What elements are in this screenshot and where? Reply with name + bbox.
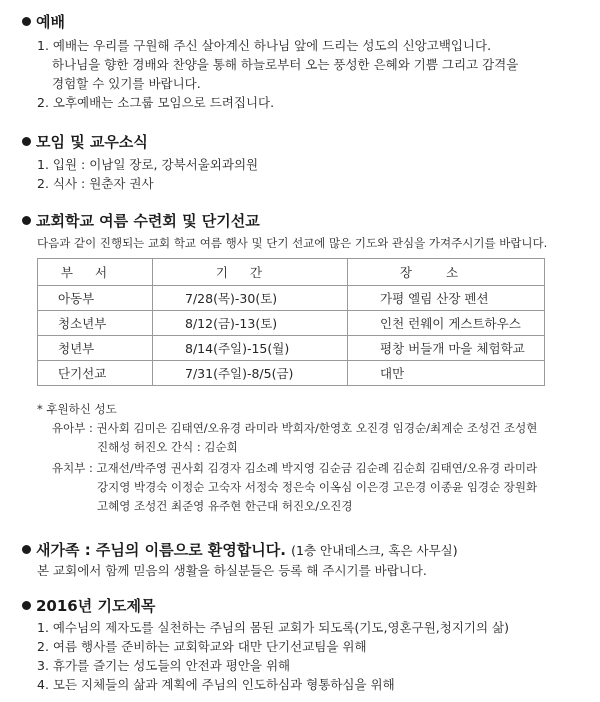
cell-period: 8/14(주일)-15(월) <box>153 336 348 361</box>
retreat-schedule-table <box>37 258 545 386</box>
worship-line-3: 경험할 수 있기를 바랍니다. <box>52 76 201 91</box>
header-period: 기간 <box>153 259 348 286</box>
bullet-icon <box>22 216 31 225</box>
header-place: 장소 <box>348 259 545 286</box>
header-dept: 부서 <box>38 259 153 286</box>
prayer-heading <box>22 597 155 615</box>
retreat-title: 교회학교 여름 수련회 및 단기선교 <box>36 212 260 230</box>
retreat-intro: 다음과 같이 진행되는 교회 학교 여름 행사 및 단기 선교에 많은 기도와 관심을 가져주시기를 바랍니다. <box>37 236 548 250</box>
table-header-row <box>38 259 545 286</box>
cell-place: 평창 버들개 마을 체험학교 <box>348 336 545 361</box>
sponsors-line-5: 고혜영 조성건 최준영 유주현 한근대 허진오/오진경 <box>97 499 353 513</box>
table-row <box>38 286 545 311</box>
sponsors-title: * 후원하신 성도 <box>37 402 117 416</box>
sponsors-line-2: 진해성 허진오 간식 : 김순희 <box>97 440 238 454</box>
bullet-icon <box>22 17 31 26</box>
cell-dept: 아동부 <box>38 286 153 311</box>
cell-period: 8/12(금)-13(토) <box>153 311 348 336</box>
retreat-heading <box>22 212 260 230</box>
cell-dept: 청소년부 <box>38 311 153 336</box>
worship-line-2: 하나님을 향한 경배와 찬양을 통해 하늘로부터 오는 풍성한 은혜와 기쁨 그리고 감격을 <box>52 57 519 72</box>
prayer-line-1: 1. 예수님의 제자도를 실천하는 주님의 몸된 교회가 되도록(기도,영혼구원,청지기의 삶) <box>37 620 509 635</box>
cell-place: 가평 엘림 산장 펜션 <box>348 286 545 311</box>
prayer-line-4: 4. 모든 지체들의 삶과 계획에 주님의 인도하심과 형통하심을 위해 <box>37 677 395 692</box>
news-title: 모임 및 교우소식 <box>36 133 148 151</box>
cell-period: 7/31(주일)-8/5(금) <box>153 361 348 386</box>
news-line-1: 1. 입원 : 이남일 장로, 강북서울외과의원 <box>37 157 259 172</box>
prayer-line-2: 2. 여름 행사를 준비하는 교회학교와 대만 단기선교팀을 위해 <box>37 639 367 654</box>
newcomers-heading <box>22 541 458 560</box>
prayer-line-3: 3. 휴가를 즐기는 성도들의 안전과 평안을 위해 <box>37 658 291 673</box>
bullet-icon <box>22 545 31 554</box>
prayer-title: 2016년 기도제목 <box>36 597 156 615</box>
bullet-icon <box>22 601 31 610</box>
news-line-2: 2. 식사 : 원춘자 권사 <box>37 176 154 191</box>
cell-place: 대만 <box>348 361 545 386</box>
cell-dept: 청년부 <box>38 336 153 361</box>
table-row <box>38 361 545 386</box>
worship-title: 예배 <box>36 13 65 31</box>
table-row <box>38 311 545 336</box>
worship-heading <box>22 13 65 31</box>
cell-place: 인천 런웨이 게스트하우스 <box>348 311 545 336</box>
sponsors-line-1: 유아부 : 권사회 김미은 김태연/오유경 라미라 박희자/한영호 오진경 임경순/최계순 조성건 조성현 <box>52 421 538 435</box>
sponsors-line-4: 강지영 박경숙 이정순 고숙자 서정숙 정은숙 이옥심 이은경 고은경 이종윤 임경순 장원화 <box>97 480 538 494</box>
worship-line-1: 1. 예배는 우리를 구원해 주신 살아계신 하나님 앞에 드리는 성도의 신앙고백입니다. <box>37 38 492 53</box>
bullet-icon <box>22 137 31 146</box>
cell-period: 7/28(목)-30(토) <box>153 286 348 311</box>
newcomers-line: 본 교회에서 함께 믿음의 생활을 하실분들은 등록 해 주시기를 바랍니다. <box>37 563 427 578</box>
table-row <box>38 336 545 361</box>
newcomers-note: (1층 안내데스크, 혹은 사무실) <box>291 543 458 558</box>
sponsors-line-3: 유치부 : 고재선/박주영 권사회 김경자 김소례 박지영 김순금 김순례 김순희 김태연/오유경 라미라 <box>52 461 538 475</box>
newcomers-title: 새가족 : 주님의 이름으로 환영합니다. <box>36 541 286 559</box>
worship-line-4: 2. 오후예배는 소그룹 모임으로 드려집니다. <box>37 95 275 110</box>
news-heading <box>22 133 148 151</box>
cell-dept: 단기선교 <box>38 361 153 386</box>
